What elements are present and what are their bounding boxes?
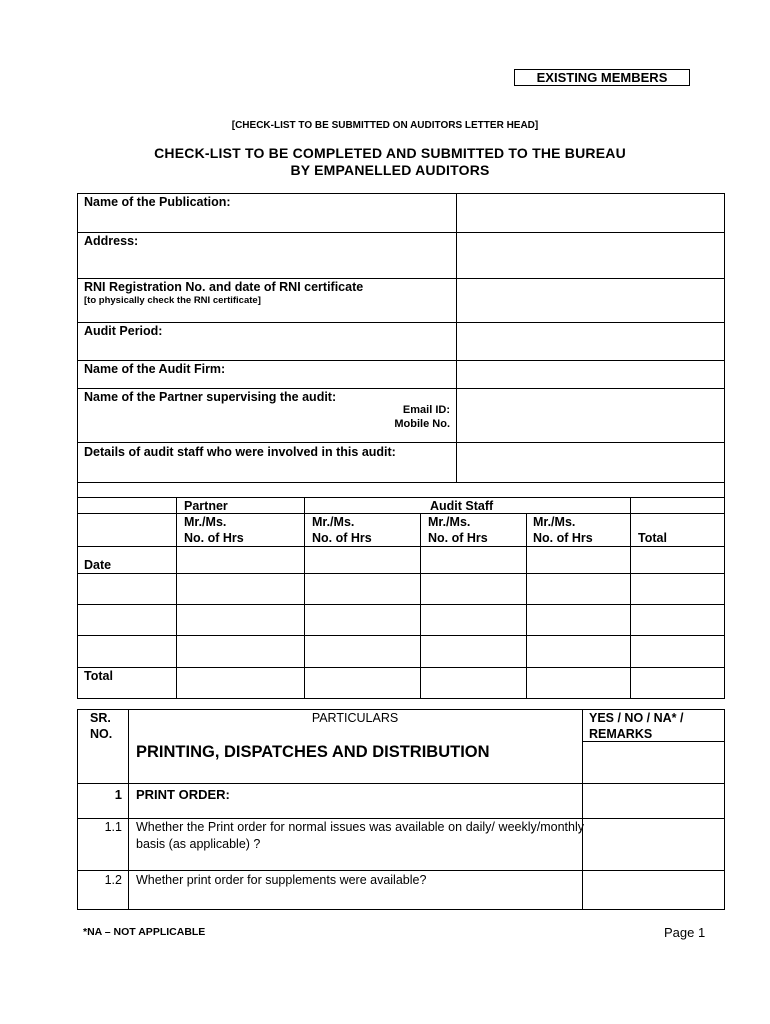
audit-period-label: Audit Period:: [84, 324, 163, 338]
row-1-number: 1: [114, 787, 122, 802]
page-number: Page 1: [664, 925, 706, 940]
staff-1-hours: No. of Hrs: [312, 531, 372, 545]
section-title: PRINTING, DISPATCHES AND DISTRIBUTION: [136, 743, 490, 761]
page-title-line-2: BY EMPANELLED AUDITORS: [290, 162, 490, 178]
particulars-header: PARTICULARS: [311, 711, 399, 725]
remarks-header-line-2: REMARKS: [589, 727, 653, 741]
partner-salutation: Mr./Ms.: [184, 515, 227, 529]
row-1-2-number: 1.2: [104, 873, 122, 887]
staff-3-salutation: Mr./Ms.: [533, 515, 576, 529]
publication-name-label: Name of the Publication:: [84, 195, 231, 209]
mobile-label: Mobile No.: [394, 418, 450, 430]
sr-header-line-2: NO.: [90, 727, 113, 741]
remarks-header-line-1: YES / NO / NA* /: [589, 711, 684, 725]
address-label: Address:: [84, 234, 139, 248]
audit-firm-label: Name of the Audit Firm:: [84, 362, 226, 376]
partner-name-label: Name of the Partner supervising the audit:: [84, 390, 337, 404]
sr-header-line-1: SR.: [90, 711, 111, 725]
page-title-line-1: CHECK-LIST TO BE COMPLETED AND SUBMITTED TO THE BUREAU: [154, 145, 626, 161]
total-column-header: Total: [638, 531, 667, 545]
rni-registration-label: RNI Registration No. and date of RNI certificate: [84, 280, 364, 294]
existing-members-badge: EXISTING MEMBERS: [514, 69, 690, 86]
row-1-1-number: 1.1: [104, 820, 122, 834]
partner-hours: No. of Hrs: [184, 531, 244, 545]
partner-column-header: Partner: [184, 499, 228, 513]
rni-check-note: [to physically check the RNI certificate]: [84, 295, 261, 306]
audit-staff-header: Audit Staff: [430, 499, 494, 513]
staff-2-hours: No. of Hrs: [428, 531, 488, 545]
total-row-label: Total: [84, 669, 113, 683]
staff-1-salutation: Mr./Ms.: [312, 515, 355, 529]
email-label: Email ID:: [402, 404, 450, 416]
na-footnote: *NA – NOT APPLICABLE: [83, 926, 206, 938]
date-row-label: Date: [84, 558, 112, 572]
staff-3-hours: No. of Hrs: [533, 531, 593, 545]
submission-note: [CHECK-LIST TO BE SUBMITTED ON AUDITORS LETTER HEAD]: [231, 120, 539, 131]
staff-details-label: Details of audit staff who were involved in this audit:: [84, 445, 396, 459]
row-1-2-text: Whether print order for supplements were available?: [136, 873, 427, 887]
row-1-1-text: Whether the Print order for normal issues was available on daily/ weekly/monthly basis (as applicable) ?: [136, 820, 584, 851]
row-1-text: PRINT ORDER:: [136, 787, 230, 802]
staff-2-salutation: Mr./Ms.: [428, 515, 471, 529]
